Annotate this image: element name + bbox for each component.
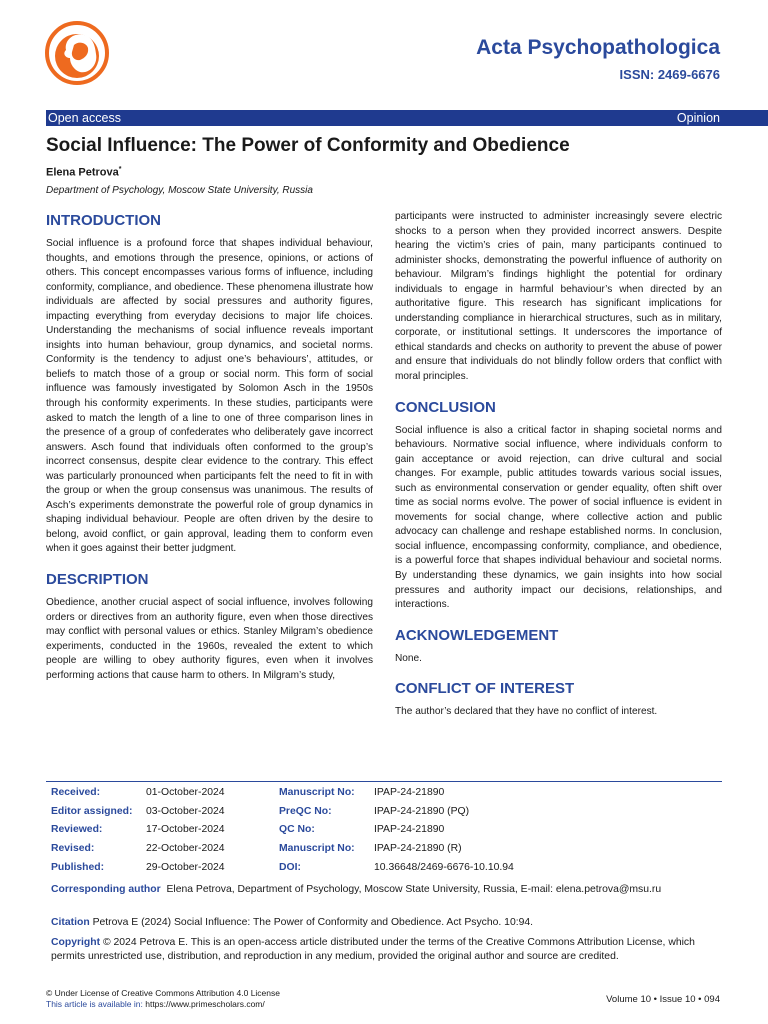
meta-value: 22-October-2024 xyxy=(146,843,225,855)
journal-logo-icon xyxy=(44,20,110,86)
article-title: Social Influence: The Power of Conformity and Obedience xyxy=(46,135,570,156)
left-column xyxy=(46,212,373,697)
introduction-heading: INTRODUCTION xyxy=(46,212,161,229)
journal-title: Acta Psychopathologica xyxy=(476,36,720,59)
conclusion-heading: CONCLUSION xyxy=(395,398,496,416)
citation xyxy=(51,916,722,930)
corresponding-text: Elena Petrova, Department of Psychology, Moscow State University, Russia, E-mail: elena.petrova@msu.ru xyxy=(166,884,662,895)
available-label: This article is available in: xyxy=(46,999,143,1009)
author-name-text: Elena Petrova xyxy=(46,166,119,179)
acknowledgement-text: None. xyxy=(395,652,422,664)
journal-issn: ISSN: 2469-6676 xyxy=(619,67,720,82)
meta-label: Manuscript No: xyxy=(279,843,355,855)
right-column xyxy=(395,210,722,734)
description-text-right: participants were instructed to administer increasingly severe electric shocks to a person when they provided incorrect answers. Despite hearing the victim’s cries of pain, many participants continued to administer shocks, demonstrating the powerful influence of authority on behaviour. Milgram’s findings highlight the potential for ordinary individuals to engage in harmful behaviour’s when directed by an authoritative figure. This research has significant implications for understanding compliance in hierarchical structures, such as in military, corporate, or institutional settings. It underscores the importance of ethical standards and checks on authority to prevent the abuse of power and ensure that individuals do not blindly follow orders that conflict with moral principles. xyxy=(395,211,722,383)
doi-link[interactable]: 10.36648/2469-6676-10.10.94 xyxy=(374,861,514,873)
volume-issue: Volume 10 • Issue 10 • 094 xyxy=(606,994,720,1005)
introduction-text: Social influence is a profound force that shapes individual behaviour, thoughts, and emotions through the presence, opinions, or actions of others. This concept encompasses various forms of influence, including conformity, compliance, and obedience. These phenomena illustrate how individuals are affected by social pressures and authority figures, impacting everything from everyday decisions to major life choices. Understanding the mechanisms of social influence reveals important insights into human behaviour, group dynamics, and societal norms. Conformity is the tendency to adjust one’s behaviours’, attitudes, or beliefs to match those of a group or social norm. This form of social influence was famously investigated by Solomon Asch in the 1950s through his conformity experiments. In these studies, participants were asked to match the length of a line to one of three comparison lines in the presence of a group of confederates who deliberately gave incorrect answers. Asch found that individuals often conformed to the group’s incorrect consensus, despite clear evidence to the contrary. This effect was particularly pronounced when participants felt the need to fit in with the group or when the group consensus was unanimous. The results of Asch’s experiments demonstrate the powerful role of group dynamics in shaping individual behaviour. People are often driven by the desire to belong, avoid conflict, or gain approval, leading them to conform even when it goes against their better judgment. xyxy=(46,238,373,555)
meta-row xyxy=(46,859,722,878)
conflict-heading: CONFLICT OF INTEREST xyxy=(395,680,575,698)
article-type-label: Opinion xyxy=(676,111,720,125)
author-name xyxy=(46,166,122,179)
citation-text: Petrova E (2024) Social Influence: The Power of Conformity and Obedience. Act Psycho. 10:94. xyxy=(92,917,534,928)
article-type-bar xyxy=(46,110,768,126)
meta-label: Manuscript No: xyxy=(279,787,355,798)
copyright-text: © 2024 Petrova E. This is an open-access article distributed under the terms of the Creative Commons Attribution License, which permits unrestricted use, distribution, and reproduction in any medium, provided the original author and source are credited. xyxy=(51,937,695,962)
description-text-left: Obedience, another crucial aspect of social influence, involves following orders or directives from an authority figure, even when those directives may conflict with personal values or ethics. Stanley Milgram’s obedience experiments, conducted in the 1960s, revealed the extent to which people are willing to obey authority figures, even when it involves performing actions that cause harm to others. In Milgram’s study, xyxy=(46,597,373,681)
meta-value: 29-October-2024 xyxy=(146,861,225,873)
conclusion-text: Social influence is also a critical factor in shaping societal norms and behaviours. Normative social influence, where individuals conform to gain acceptance or avoid rejection, can drive cultural and social changes. For example, public attitudes towards various social issues, such as environmental conservation or gender equality, often shift over time as social norms evolve. The power of social influence is evident in movements for social change, where collective action and public advocacy can challenge and reshape established norms. In conclusion, social influence, encompassing conformity, compliance, and obedience, is a powerful force that shapes individual behaviour and societal norms. By understanding these dynamics, we gain insights into how social pressures and authority impact our decisions, relationships, and interactions. xyxy=(395,424,722,611)
conflict-text: The author’s declared that they have no conflict of interest. xyxy=(395,706,658,718)
acknowledgement-heading: ACKNOWLEDGEMENT xyxy=(395,626,559,644)
meta-divider xyxy=(46,781,722,782)
author-affiliation: Department of Psychology, Moscow State University, Russia xyxy=(46,185,313,196)
citation-label: Citation xyxy=(51,917,90,928)
meta-row xyxy=(46,803,722,822)
meta-value: IPAP-24-21890 xyxy=(374,787,445,798)
meta-label: Published: xyxy=(51,861,105,873)
meta-row xyxy=(46,784,722,803)
open-access-label: Open access xyxy=(48,111,121,125)
copyright xyxy=(51,936,722,963)
meta-label: DOI: xyxy=(279,861,301,873)
description-heading: DESCRIPTION xyxy=(46,571,149,589)
manuscript-metadata xyxy=(46,784,722,877)
meta-value: 17-October-2024 xyxy=(146,824,225,836)
meta-value: 01-October-2024 xyxy=(146,787,225,798)
license-text: © Under License of Creative Commons Attribution 4.0 License xyxy=(46,988,280,998)
meta-label: Editor assigned: xyxy=(51,805,133,817)
meta-label: QC No: xyxy=(279,824,315,836)
meta-label: Reviewed: xyxy=(51,824,103,836)
meta-value: IPAP-24-21890 (PQ) xyxy=(374,805,470,817)
author-mark: * xyxy=(118,166,122,173)
copyright-label: Copyright xyxy=(51,937,101,948)
corresponding-author xyxy=(51,883,722,897)
corresponding-label: Corresponding author xyxy=(51,884,161,895)
footer-license xyxy=(46,988,280,1010)
meta-label: Revised: xyxy=(51,843,95,855)
meta-value: 03-October-2024 xyxy=(146,805,225,817)
meta-value: IPAP-24-21890 xyxy=(374,824,445,836)
meta-row xyxy=(46,821,722,840)
meta-value: IPAP-24-21890 (R) xyxy=(374,843,462,855)
meta-label: PreQC No: xyxy=(279,805,332,817)
available-url-link[interactable]: https://www.primescholars.com/ xyxy=(145,999,265,1009)
meta-label: Received: xyxy=(51,787,101,798)
meta-row xyxy=(46,840,722,859)
